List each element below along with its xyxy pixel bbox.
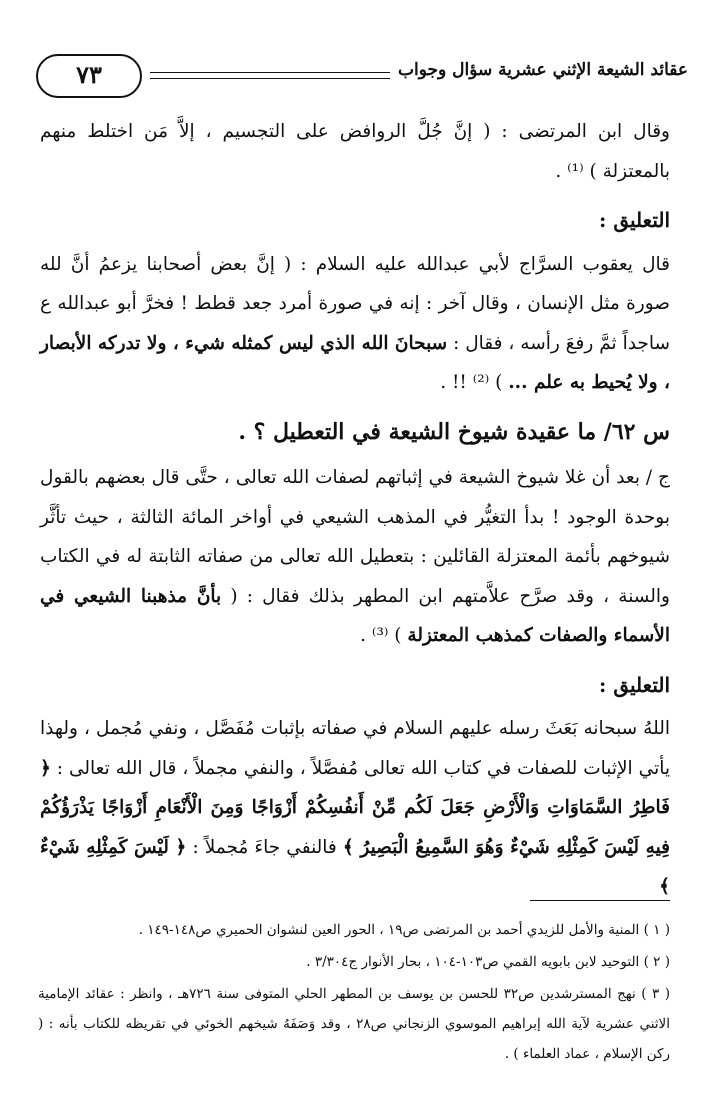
page-number: ٧٣ — [36, 54, 142, 98]
footnote: ( ٣ ) نهج المسترشدين ص٣٢ للحسن بن يوسف بن المطهر الحلي المتوفى سنة ٧٢٦هـ ، وانظر : عقائد الإمامية الاثني عشرية لآية الله إبراهيم الموسوي الزنجاني ص٢٨ ، وقد وَصَفَهُ شيخهم الخوئي في تقريظه للكتاب بأنه : ( ركن الإسلام ، عماد العلماء ) . — [38, 986, 670, 1062]
paragraph-text: ) ⁽²⁾ !! . — [440, 372, 503, 393]
footnote: ( ٢ ) التوحيد لابن بابويه القمي ص١٠٣-١٠٤ ، بحار الأنوار ج٣/٣٠٤ . — [306, 954, 670, 970]
paragraph-answer — [40, 458, 670, 656]
footnote-separator — [530, 900, 670, 901]
quran-verse: ﴿ فَاطِرُ السَّمَاوَاتِ وَالْأَرْضِ جَعَلَ لَكُم مِّنْ أَنفُسِكُمْ أَزْوَاجًا وَمِنَ الْأَنْعَامِ أَزْوَاجًا يَذْرَؤُكُمْ فِيهِ لَيْسَ كَمِثْلِهِ شَيْءٌ وَهُوَ السَّمِيعُ الْبَصِيرُ ﴾ — [40, 757, 670, 858]
paragraph-text: ج / بعد أن غلا شيوخ الشيعة في إثباتهم لصفات الله تعالى ، حتَّى قال بعضهم بالقول بوحدة الوجود ! بدأ التغيُّر في المذهب الشيعي في أواخر المائة الثالثة ، حيث تأثَّر شيوخهم بأئمة المعتزلة القائلين : بتعطيل الله تعالى من صفاته الثابتة له في الكتاب والسنة ، وقد صرَّح علاَّمتهم ابن المطهر بذلك فقال : ( — [40, 467, 670, 607]
paragraph-ibn-murtada: وقال ابن المرتضى : ( إنَّ جُلَّ الروافض على التجسيم ، إلاَّ مَن اختلط منهم بالمعتزلة ) ⁽¹⁾ . — [40, 121, 670, 182]
main-text — [40, 112, 670, 917]
page-header — [28, 52, 688, 102]
bold-quote: بأنَّ مذهبنا الشيعي في الأسماء والصفات كمذهب المعتزلة — [40, 585, 670, 646]
heading-commentary: التعليق : — [598, 208, 670, 232]
running-title: عقائد الشيعة الإثني عشرية سؤال وجواب — [398, 60, 688, 80]
footnote: ( ١ ) المنية والأمل للزيدي أحمد بن المرتضى ص١٩ ، الحور العين لنشوان الحميري ص١٤٨-١٤٩ . — [138, 922, 670, 938]
bold-quote: سبحانَ الله الذي ليس كمثله شيء ، ولا تدركه الأبصار ، ولا يُحيط به علم ... — [40, 332, 670, 393]
heading-commentary: التعليق : — [598, 672, 670, 697]
question-heading: س ٦٢/ ما عقيدة شيوخ الشيعة في التعطيل ؟ . — [238, 418, 670, 445]
paragraph-text: ) ⁽³⁾ . — [360, 625, 402, 646]
footnotes — [38, 915, 670, 1071]
paragraph-yaqub — [40, 245, 670, 403]
quran-verse: ﴿ لَيْسَ كَمِثْلِهِ شَيْءٌ ﴾ — [40, 836, 670, 897]
paragraph-commentary — [40, 709, 670, 907]
header-rule — [150, 72, 390, 73]
paragraph-text: اللهُ سبحانه بَعَثَ رسله عليهم السلام في صفاته بإثبات مُفَصَّل ، ونفي مُجمل ، ولهذا يأتي الإثبات للصفات في كتاب الله تعالى مُفصَّلاً ، والنفي مجملاً ، قال الله تعالى : — [40, 718, 670, 779]
paragraph-text: فالنفي جاءَ مُجملاً : — [192, 836, 337, 858]
paragraph-text: قال يعقوب السرَّاج لأبي عبدالله عليه السلام : ( إنَّ بعض أصحابنا يزعمُ أنَّ لله صورة مثل الإنسان ، وقال آخر : إنه في صورة أمرد جعد قطط ! فخرَّ أبو عبدالله ع ساجداً ثمَّ رفعَ رأسه ، فقال : — [40, 253, 670, 354]
header-rule — [150, 78, 390, 79]
